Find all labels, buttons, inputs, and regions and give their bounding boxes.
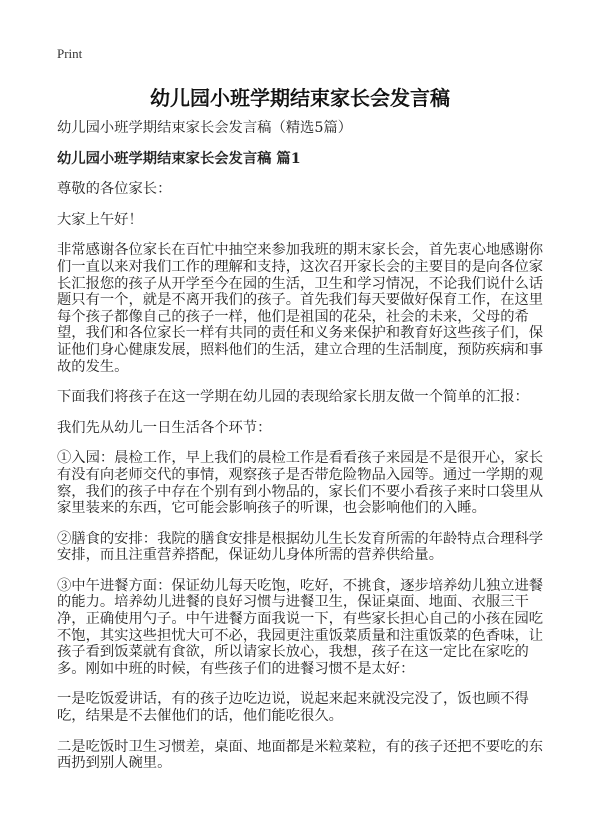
paragraph: 下面我们将孩子在这一学期在幼儿园的表现给家长朋友做一个简单的汇报： [57, 389, 529, 406]
paragraph: 大家上午好！ [57, 211, 143, 228]
paragraph: ②膳食的安排：我院的膳食安排是根据幼儿生长发育所需的年龄特点合理科学安排，而且注重营养搭配，保证幼儿身体所需的营养供给量。 [57, 530, 544, 564]
section-heading: 幼儿园小班学期结束家长会发言稿 篇1 [57, 150, 301, 167]
paragraph: 我们先从幼儿一日生活各个环节： [57, 419, 272, 436]
paragraph: ①入园：晨检工作，早上我们的晨检工作是看看孩子来园是不是很开心，家长有没有向老师交代的事情，观察孩子是否带危险物品入园等。通过一学期的观察，我们的孩子中存在个别有到小物品的，家长们不要小看孩子来时口袋里从家里装来的东西，它可能会影响孩子的听课，也会影响他们的入睡。 [57, 450, 544, 517]
paragraph: 二是吃饭时卫生习惯差，桌面、地面都是米粒菜粒，有的孩子还把不要吃的东西扔到别人碗里。 [57, 738, 544, 772]
page-title: 幼儿园小班学期结束家长会发言稿 [150, 86, 450, 110]
paragraph: 一是吃饭爱讲话，有的孩子边吃边说，说起来起来就没完没了，饭也顾不得吃，结果是不去催他们的话，他们能吃很久。 [57, 691, 529, 725]
print-link[interactable]: Print [57, 46, 83, 61]
document-body [57, 120, 547, 786]
subtitle: 幼儿园小班学期结束家长会发言稿（精选5篇） [57, 120, 353, 136]
paragraph: 非常感谢各位家长在百忙中抽空来参加我班的期末家长会，首先衷心地感谢你们一直以来对我们工作的理解和支持，这次召开家长会的主要目的是向各位家长汇报您的孩子从开学至今在园的生活，卫生和学习情况，不论我们说什么话题只有一个，就是不离开我们的孩子。首先我们每天要做好保育工作，在这里每个孩子都像自己的孩子一样，他们是祖国的花朵，社会的未来，父母的希望，我们和各位家长一样有共同的责任和义务来保护和教育好这些孩子们，保证他们身心健康发展，照料他们的生活，建立合理的生活制度，预防疾病和事故的发生。 [57, 242, 544, 375]
paragraph: ③中午进餐方面：保证幼儿每天吃饱，吃好，不挑食，逐步培养幼儿独立进餐的能力。培养幼儿进餐的良好习惯与进餐卫生，保证桌面、地面、衣服三干净，正确使用勺子。中午进餐方面我说一下，有些家长担心自己的小孩在园吃不饱，其实这些担忧大可不必，我园更注重饭菜质量和注重饭菜的色香味，让孩子看到饭菜就有食欲，所以请家长放心，我想，孩子在这一定比在家吃的多。刚如中班的时候，有些孩子们的进餐习惯不是太好： [57, 577, 544, 677]
paragraph: 尊敬的各位家长： [57, 181, 172, 198]
